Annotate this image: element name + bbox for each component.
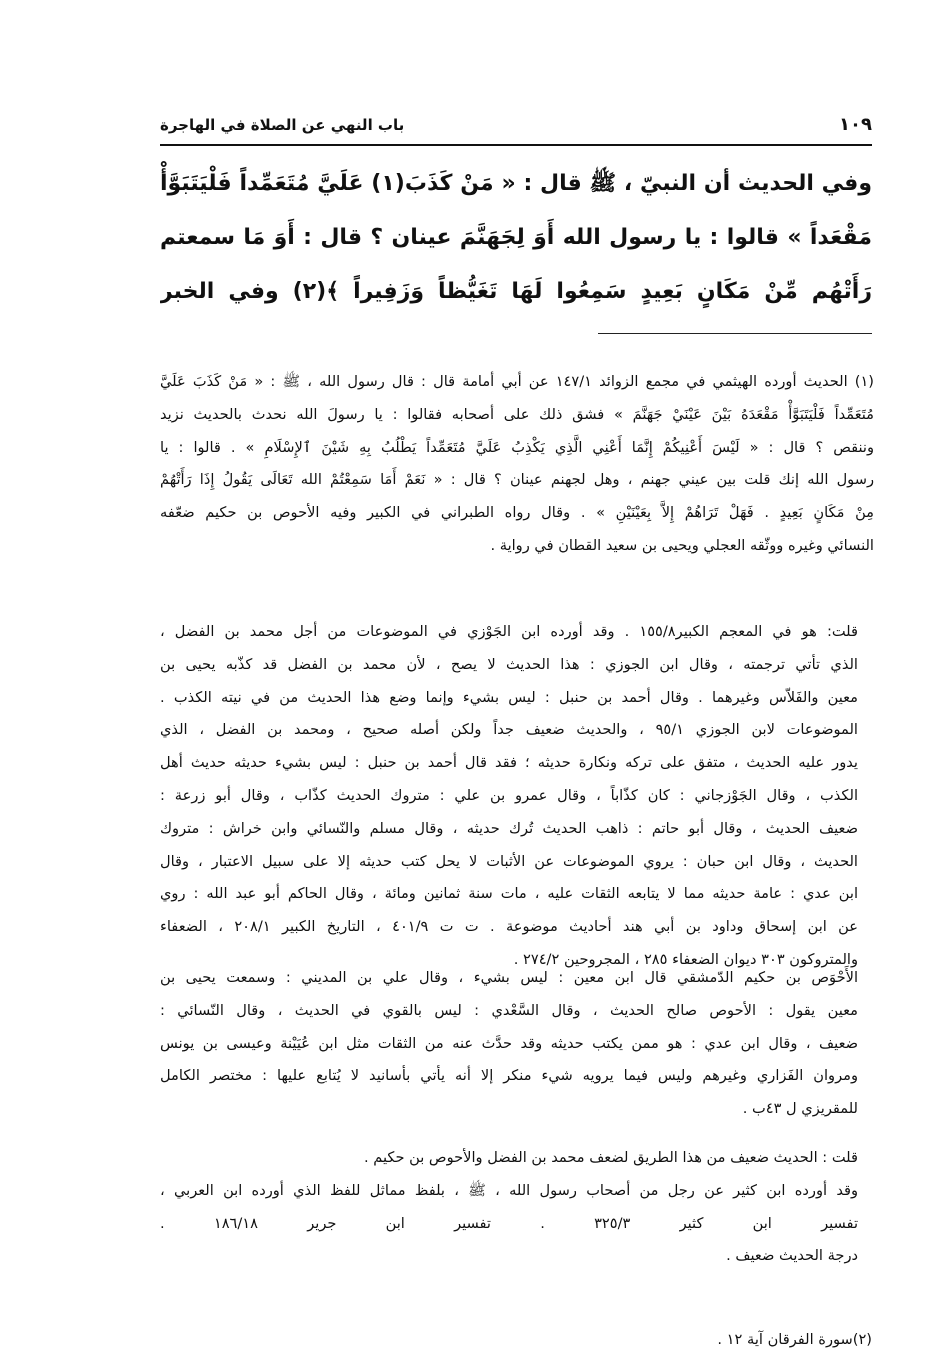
text-line: الأَحْوَص بن حكيم الدّمشقي قال ابن معين : ليس بشيء ، وقال علي بن المديني : وسمعت يحيى بن (160, 969, 858, 986)
footnote-separator (598, 333, 872, 334)
text-line: (١) الحديث أورده الهيثمي في مجمع الزوائد ١٤٧/١ عن أبي أمامة قال : قال رسول الله ، ﷺ : « مَنْ كَذَبَ عَلَيَّ (160, 373, 874, 390)
text-line: ضعيف ، وقال ابن عدي : هو ممن يكتب حديثه وقد حدَّث عنه من الثقات مثل ابن عُيَيْنة وعيسى بن يونس (160, 1034, 858, 1052)
text-line: الذي تأتي ترجمته ، وقال ابن الجوزي : هذا الحديث لا يصح ، لأن محمد بن الفضل قد كذّبه يحيى بن (160, 655, 858, 673)
text-line: عن ابن إسحاق وداود بن أبي هند أحاديث موضوعة . ت ت ٤٠١/٩ ، التاريخ الكبير ٢٠٨/١ ، الضعفاء (160, 918, 858, 936)
footnote-1-ahwas (160, 962, 872, 1126)
text-line: درجة الحديث ضعيف . (726, 1247, 858, 1265)
text-line: يدور عليه الحديث ، متفق على تركه ونكارة حديثه ؛ فقد قال أحمد بن حنبل : ليس بشيء حديثه حديث أهل (160, 754, 858, 772)
text-line: رسول الله إنك قلت بين عيني جهنم ، وهل لجهنم عينان ؟ قال : « نَعَمْ أَمَا سَمِعْتُمْ الله تَعَالَى يَقُولُ إِذَا رَأَتْهُمْ (160, 471, 874, 489)
running-header (160, 112, 872, 142)
text-line: وقد أورده ابن كثير عن رجل من أصحاب رسول الله ، ﷺ ، بلفظ مماثل للفظ الذي أورده ابن العربي ، (160, 1181, 858, 1199)
text-line: الكذب ، وقال الجَوْزجاني : كان كذّاباً ، وقال عمرو بن علي : متروك الحديث كذّاب ، وقال أبو زرعة : (160, 786, 858, 804)
text-line: والمتروكون ٣٠٣ ديوان الضعفاء ٢٨٥ ، المجروحين ٢٧٤/٢ . (513, 950, 858, 968)
header-rule (160, 144, 872, 146)
footnote-1-conclusion (160, 1142, 872, 1273)
text-line: ومروان الفَزاري وغيرهم وليس فيما يرويه شيء منكر إلا أنه يأتي بأسانيد لا يُتابع عليها : مختصر الكامل (160, 1067, 858, 1085)
footnote-2 (160, 1324, 872, 1357)
text-line: معين والفَلاّس وغيرهما . وقال أحمد بن حنبل : ليس بشيء وإنما وضع هذا الحديث من في نيته الكذب . (160, 688, 858, 706)
text-line: ضعيف الحديث ، وقال أبو حاتم : ذاهب الحديث تُرك حديثه ، وقال مسلم والنّسائي وابن خراش : متروك (160, 819, 858, 837)
running-title: باب النهي عن الصلاة في الهاجرة (160, 116, 405, 134)
text-line: الموضوعات لابن الجوزي ٩٥/١ ، والحديث ضعيف جداً ولكن أصله صحيح ، ومحمد بن الفضل ، الذي (160, 721, 858, 739)
footnote-1-commentary (160, 616, 872, 977)
text-line: رَأَتْهُم مِّنْ مَكَانٍ بَعِيدٍ سَمِعُوا لَهَا تَغَيُّظاً وَزَفِيراً ﴾(٢) وفي الخبر (160, 279, 872, 304)
text-line: قلت : الحديث ضعيف من هذا الطريق لضعف محمد بن الفضل والأحوص بن حكيم . (364, 1149, 858, 1166)
text-line: مِنْ مَكَانٍ بَعِيدٍ . فَهَلْ تَرَاهُمْ إِلاَّ بِعَيْنَيْنِ » . وقال رواه الطبراني في الكبير وفيه الأحوص بن حكيم ضعّفه (160, 504, 874, 522)
text-line: معين يقول : الأحوص صالح الحديث ، وقال السَّعْدي : ليس بالقوي في الحديث ، وقال النّسائي : (160, 1001, 858, 1019)
text-line: النسائي وغيره ووثّقه العجلي ويحيى بن سعيد القطان في رواية . (490, 536, 874, 554)
text-line: مَقْعَداً » قالوا : يا رسول الله أَوَ لِجَهَنَّمَ عينان ؟ قال : أَوَ مَا سمعتم (160, 225, 872, 250)
text-line: قلت: هو في المعجم الكبير١٥٥/٨ . وقد أورده ابن الجَوْزي في الموضوعات من أجل محمد بن الفضل ، (160, 623, 858, 640)
text-line: ابن عدي : عامة حديثه مما لا يتابعه الثقات عليه ، مات سنة ثمانين ومائة ، وقال الحاكم أبو عبد الله : روي (160, 885, 858, 903)
text-line: وفي الحديث أن النبيّ ، ﷺ قال : « مَنْ كَذَبَ(١) عَلَيَّ مُتَعَمِّداً فَلْيَتَبَوَّأْ (160, 171, 872, 196)
text-line: تفسير ابن كثير ٣٢٥/٣ . تفسير ابن جرير ١٨٦/١٨ . (160, 1214, 859, 1232)
footnote-2-text: (٢)سورة الفرقان آية ١٢ . (717, 1331, 872, 1348)
text-line: للمقريزي ل ٤٣ب . (742, 1100, 858, 1118)
text-line: وننقص ؟ قال : « لَيْسَ أَعْنِيكُمْ إِنَّمَا أَعْنِي الَّذِي يَكْذِبُ عَلَيَّ مُتَعَمِّداً يَطْلُبُ بِهِ شَيْنَ ٱلإِسْلَامِ » . قالوا : يا (160, 438, 874, 456)
text-line: الحديث ، وقال ابن حبان : يروي الموضوعات عن الأثبات لا يحل كتب حديثه إلا على سبيل الاعتبار ، وقال (160, 852, 858, 870)
text-line: مُتَعَمِّداً فَلْيَتَبَوَّأْ مَقْعَدَهُ بَيْنَ عَيْنَيْ جَهَنَّمَ » فشق ذلك على أصحابه فقالوا : يا رسولَ الله نحدث بالحديث نزيد (160, 405, 874, 423)
footnote-1 (160, 366, 874, 563)
main-text (160, 157, 872, 319)
page-number: ١٠٩ (839, 114, 872, 135)
